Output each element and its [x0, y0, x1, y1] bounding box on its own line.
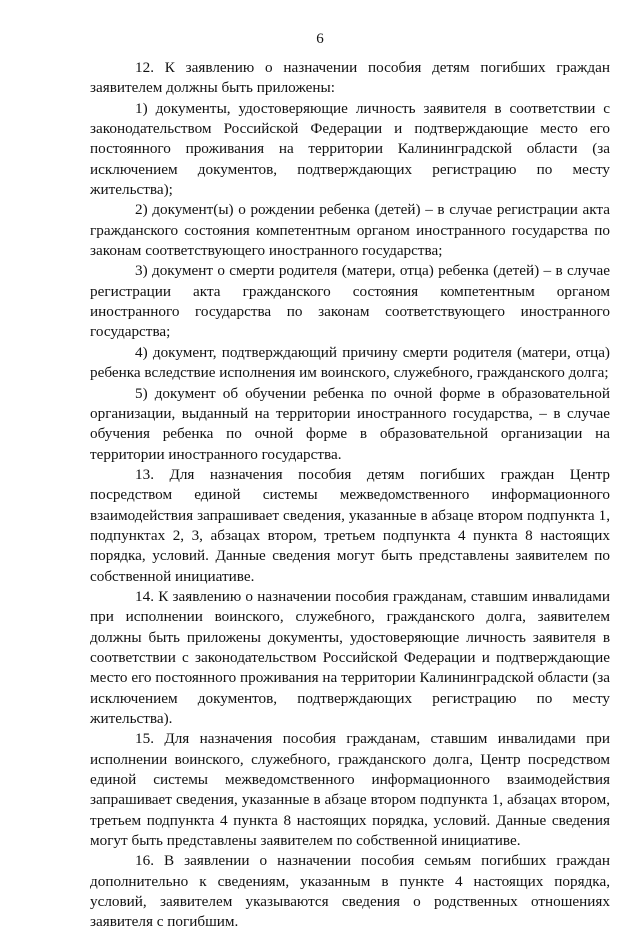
paragraph-12-item-2: 2) документ(ы) о рождении ребенка (детей) – в случае регистрации акта гражданского состояния компетентным органом иностранного государства по законам соответствующего иностранного государства;: [90, 201, 610, 260]
page-number: 6: [316, 31, 324, 47]
paragraph-12-item-1: 1) документы, удостоверяющие личность заявителя в соответствии с законодательством Российской Федерации и подтверждающие место его постоянного проживания на территории Калининградской области (за исключением документов, подтверждающих регистрацию по месту жительства);: [90, 99, 610, 199]
paragraph-12-intro: 12. К заявлению о назначении пособия детям погибших граждан заявителем должны быть приложены:: [90, 59, 610, 97]
paragraph-12-item-3: 3) документ о смерти родителя (матери, отца) ребенка (детей) – в случае регистрации акта гражданского состояния компетентным органом иностранного государства по законам соответствующего иностранного государства;: [90, 262, 610, 341]
document-body: [90, 58, 610, 933]
paragraph-13: 13. Для назначения пособия детям погибших граждан Центр посредством единой системы межведомственного информационного взаимодействия запрашивает сведения, указанные в абзаце втором подпункта 1, подпунктах 2, 3, абзацах втором, третьем подпункта 4 пункта 8 настоящих порядка, условий. Данные сведения могут быть представлены заявителем по собственной инициативе.: [90, 465, 610, 585]
paragraph-12-item-5: 5) документ об обучении ребенка по очной форме в образовательной организации, выданный на территории иностранного государства, – в случае обучения ребенка по очной форме в образовательной организации на территории иностранного государства.: [90, 384, 610, 463]
paragraph-16: 16. В заявлении о назначении пособия семьям погибших граждан дополнительно к сведениям, указанным в пункте 4 настоящих порядка, условий, заявителем указываются сведения о родственных отношениях заявителя с погибшим.: [90, 852, 610, 931]
paragraph-15: 15. Для назначения пособия гражданам, ставшим инвалидами при исполнении воинского, служебного, гражданского долга, Центр посредством единой системы межведомственного информационного взаимодействия запрашивает сведения, указанные в абзаце втором подпункта 1, абзацах втором, третьем подпункта 4 пункта 8 настоящих порядка, условий. Данные сведения могут быть представлены заявителем по собственной инициативе.: [90, 730, 610, 850]
paragraph-14: 14. К заявлению о назначении пособия гражданам, ставшим инвалидами при исполнении воинского, служебного, гражданского долга, заявителем должны быть приложены документы, удостоверяющие личность заявителя в соответствии с законодательством Российской Федерации и подтверждающие место его постоянного проживания на территории Калининградской области (за исключением документов, подтверждающих регистрацию по месту жительства).: [90, 587, 610, 727]
paragraph-12-item-4: 4) документ, подтверждающий причину смерти родителя (матери, отца) ребенка вследствие исполнения им воинского, служебного, гражданского долга;: [90, 343, 610, 382]
